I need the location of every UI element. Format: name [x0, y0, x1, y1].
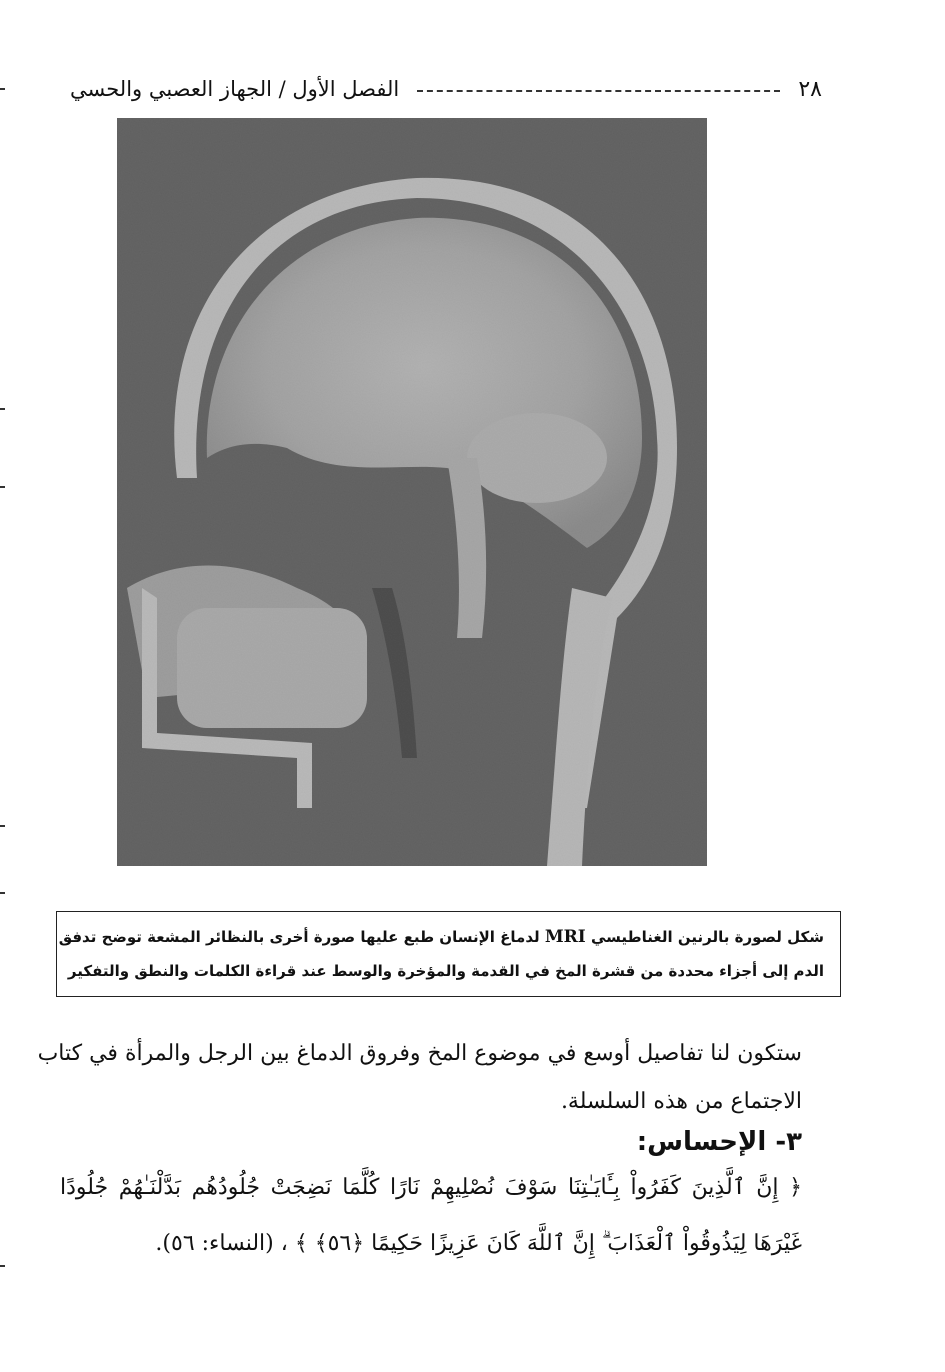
mri-brain-image: [117, 118, 707, 866]
running-header: [70, 72, 822, 106]
paragraph-line-2: الاجتماع من هذه السلسلة.: [560, 1089, 802, 1114]
scan-edge-mark: [0, 1265, 5, 1267]
caption-mri-label: MRI: [544, 927, 586, 947]
scan-edge-mark: [0, 825, 5, 827]
mri-figure: [117, 118, 707, 866]
caption-line-2: الدم إلى أجزاء محددة من قشرة المخ في القدمة والمؤخرة والوسط عند قراءة الكلمات والنطق والتفكير: [67, 962, 824, 980]
caption-text-a: شكل لصورة بالرنين الغناطيسي: [585, 928, 824, 946]
figure-caption: [56, 911, 841, 997]
caption-line-1: [58, 920, 824, 954]
page-number: ٢٨: [798, 76, 822, 102]
scan-edge-mark: [0, 892, 5, 894]
scan-edge-mark: [0, 486, 5, 488]
section-heading: ٣- الإحساس:: [636, 1127, 802, 1157]
paragraph-line-1: ستكون لنا تفاصيل أوسع في موضوع المخ وفروق الدماغ بين الرجل والمرأة في كتاب: [37, 1041, 802, 1066]
header-leader-dots: [417, 90, 780, 92]
scan-edge-mark: [0, 408, 5, 410]
quran-verse: [60, 1160, 802, 1272]
body-paragraph: [37, 1030, 802, 1126]
caption-text-b: لدماغ الإنسان طبع عليها صورة أخرى بالنظائر المشعة توضح تدفق: [58, 928, 545, 946]
verse-line-1: ﴿ إِنَّ ٱلَّذِينَ كَفَرُواْ بِـَٔايَـٰتِنَا سَوْفَ نُصْلِيهِمْ نَارًا كُلَّمَا نَضِجَتْ جُلُودُهُم بَدَّلْنَـٰهُمْ جُلُودًا: [60, 1175, 802, 1200]
running-title: الفصل الأول / الجهاز العصبي والحسي: [70, 77, 400, 101]
verse-line-2: غَيْرَهَا لِيَذُوقُواْ ٱلْعَذَابَ ۗ إِنَّ ٱللَّهَ كَانَ عَزِيزًا حَكِيمًا ﴿٥٦﴾ ﴾ ، (النساء: ٥٦).: [155, 1231, 802, 1256]
scan-edge-mark: [0, 88, 5, 90]
